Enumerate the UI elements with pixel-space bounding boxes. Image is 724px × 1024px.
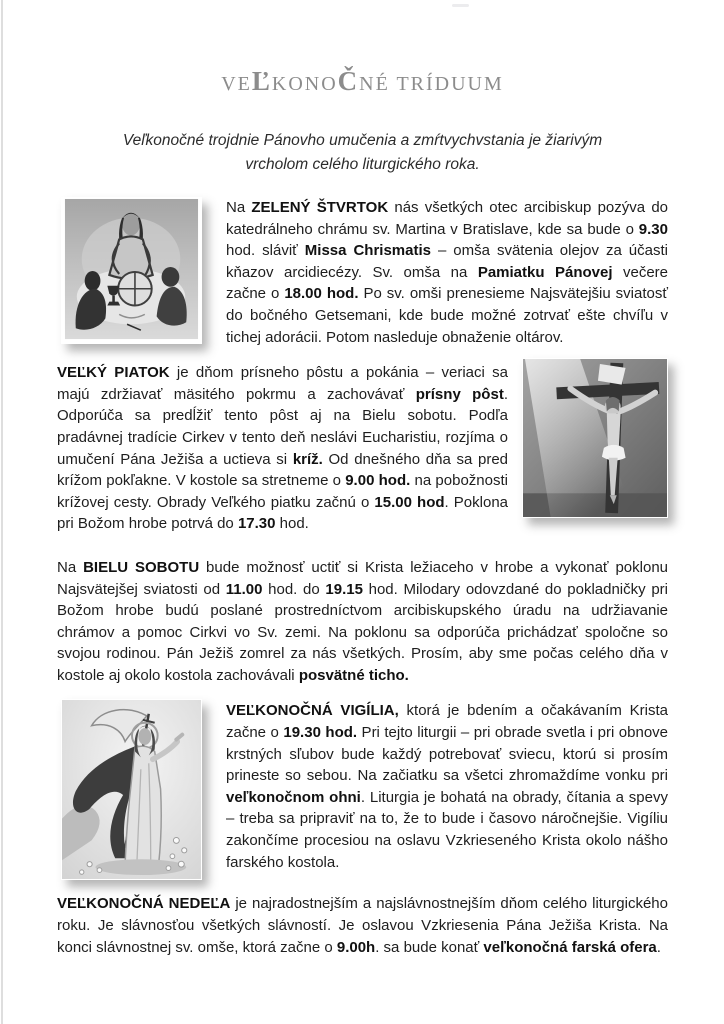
paragraph-velky-piatok: VEĽKÝ PIATOK je dňom prísneho pôstu a pokánia – veriaci sa majú zdržiavať mäsitého pokrmu a zachovávať prísny pôst. Odporúča sa predĺžiť tento pôst aj na Bielu sobotu. Podľa pradávnej tradície Cirkev v tento deň neslávi Eucharistiu, rozjíma o umučení Pána Ježiša a uctieva si kríž. Od dnešného dňa sa pred krížom pokľakne. V kostole sa stretneme o 9.00 hod. na pobožnosti krížovej cesty. Obrady Veľkého piatku začnú o 15.00 hod. Poklona pri Božom hrobe potrvá do 17.30 hod. bbox=[57, 364, 508, 533]
paragraph-zeleny-stvrtok: Na ZELENÝ ŠTVRTOK nás všetkých otec arcibiskup pozýva do katedrálneho chrámu sv. Martina v Bratislave, kde sa bude o 9.30 hod. sláviť Missa Chrismatis – omša svätenia olejov za účasti kňazov arcidiecézy. Sv. omša na Pamiatku Pánovej večere začne o 18.00 hod. Po sv. omši prenesieme Najsvätejšiu sviatosť do bočného Getsemani, kde bude možné zotrvať ešte chvíľu v tichej adorácii. Potom nasleduje obnaženie oltárov. bbox=[226, 199, 669, 346]
section-velky-piatok bbox=[57, 362, 668, 535]
title-segment: NÉ TRÍDUUM bbox=[359, 73, 504, 95]
paragraph-velkonocna-nedela: VEĽKONOČNÁ NEDEĽA je najradostnejším a najslávnostnejším dňom celého liturgického roku. Je slávnosťou všetkých slávností. Je oslavou Vzkriesenia Pána Ježiša Krista. Na konci slávnostnej sv. omše, ktorá začne o 9.00h. sa bude konať veľkonočná farská ofera. bbox=[57, 895, 668, 956]
title-segment: Č bbox=[337, 66, 360, 96]
paragraph-velkonocna-vigilia: VEĽKONOČNÁ VIGÍLIA, ktorá je bdením a očakávaním Krista začne o 19.30 hod. Pri tejto liturgii – pri obrade svetla i pri obnove krstných sľubov bude každý potrebovať sviecu, ktorú si prosím prineste so sebou. Na začiatku sa všetci zhromaždíme vonku pri veľkonočnom ohni. Liturgia je bohatá na obrady, čítania a spevy – treba sa pripraviť na to, že to bude i časovo náročnejšie. Vigíliu zakončíme procesiou na oslavu Vzkrieseného Krista okolo nášho farského kostola. bbox=[226, 702, 668, 871]
title-segment: KONO bbox=[271, 73, 338, 95]
title-segment: Ľ bbox=[251, 66, 272, 96]
intro-line-1: Veľkonočné trojdnie Pánovho umučenia a zmŕtvychvstania je žiarivým bbox=[122, 132, 603, 149]
section-zeleny-stvrtok bbox=[57, 195, 668, 348]
page-title bbox=[57, 64, 668, 99]
section-velkonocna-nedela bbox=[57, 893, 668, 958]
paragraph-biela-sobota: Na BIELU SOBOTU bude možnosť uctiť si Krista ležiaceho v hrobe a vykonať poklonu Najsvätejšej sviatosti od 11.00 hod. do 19.15 hod. Milodary odovzdané do pokladničky pri Božom hrobe budú poslané prostredníctvom arcibiskupského úradu na udržiavanie chrámov a pomoc Cirkvi vo Sv. zemi. Na poklonu sa odporúča prichádzať spoločne so svojou rodinou. Pán Ježiš zomrel za nás všetkých. Prosím, aby sme počas celého dňa v kostole aj okolo kostola zachovávali posvätné ticho. bbox=[57, 558, 669, 684]
title-segment: VE bbox=[221, 73, 252, 95]
crucifixion-image bbox=[522, 358, 668, 518]
intro-line-2: vrcholom celého liturgického roka. bbox=[245, 156, 480, 173]
scan-edge-line bbox=[1, 0, 3, 1024]
last-supper-image bbox=[61, 197, 202, 344]
section-velkonocna-vigilia bbox=[57, 697, 668, 880]
scan-artifact-mark bbox=[452, 4, 469, 7]
section-biela-sobota bbox=[57, 557, 668, 687]
risen-christ-image bbox=[61, 699, 202, 880]
intro-quote bbox=[57, 129, 668, 177]
